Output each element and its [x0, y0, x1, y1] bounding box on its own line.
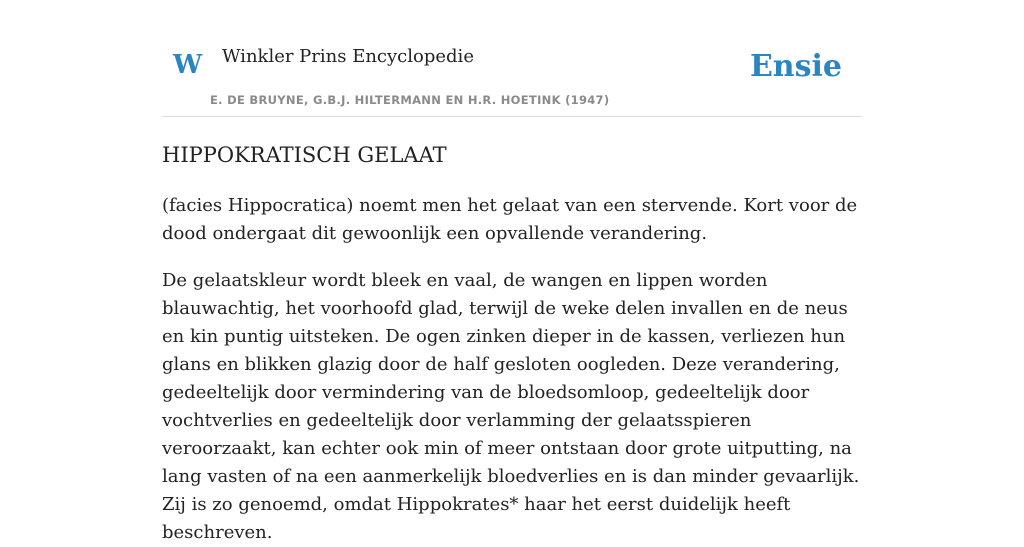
article-paragraph-1: (facies Hippocratica) noemt men het gelaat van een stervende. Kort voor de dood ondergaat dit gewoonlijk een opvallende verandering.	[162, 195, 858, 244]
publication-title[interactable]: Winkler Prins Encyclopedie	[222, 46, 474, 67]
publication-authors: E. DE BRUYNE, G.B.J. HILTERMANN EN H.R. HOETINK (1947)	[210, 93, 610, 107]
winkler-prins-logo: W	[173, 50, 203, 80]
article-title: HIPPOKRATISCH GELAAT	[162, 143, 447, 167]
ensie-logo-link[interactable]: Ensie	[749, 49, 842, 84]
article	[162, 140, 862, 547]
encyclopedia-header	[162, 0, 862, 117]
article-paragraph-2: De gelaatskleur wordt bleek en vaal, de wangen en lippen worden blauwachtig, het voorhoofd glad, terwijl de weke delen invallen en de neus en kin puntig uitsteken. De ogen zinken dieper in de kassen, verliezen hun glans en blikken glazig door de half gesloten oogleden. Deze verandering, gedeeltelijk door vermindering van de bloedsomloop, gedeeltelijk door vochtverlies en gedeeltelijk door verlamming der gelaatsspieren veroorzaakt, kan echter ook min of meer ontstaan door grote uitputting, na lang vasten of na een aanmerkelijk bloedverlies en is dan minder gevaarlijk. Zij is zo genoemd, omdat Hippokrates* haar het eerst duidelijk heeft beschreven.	[162, 270, 860, 543]
